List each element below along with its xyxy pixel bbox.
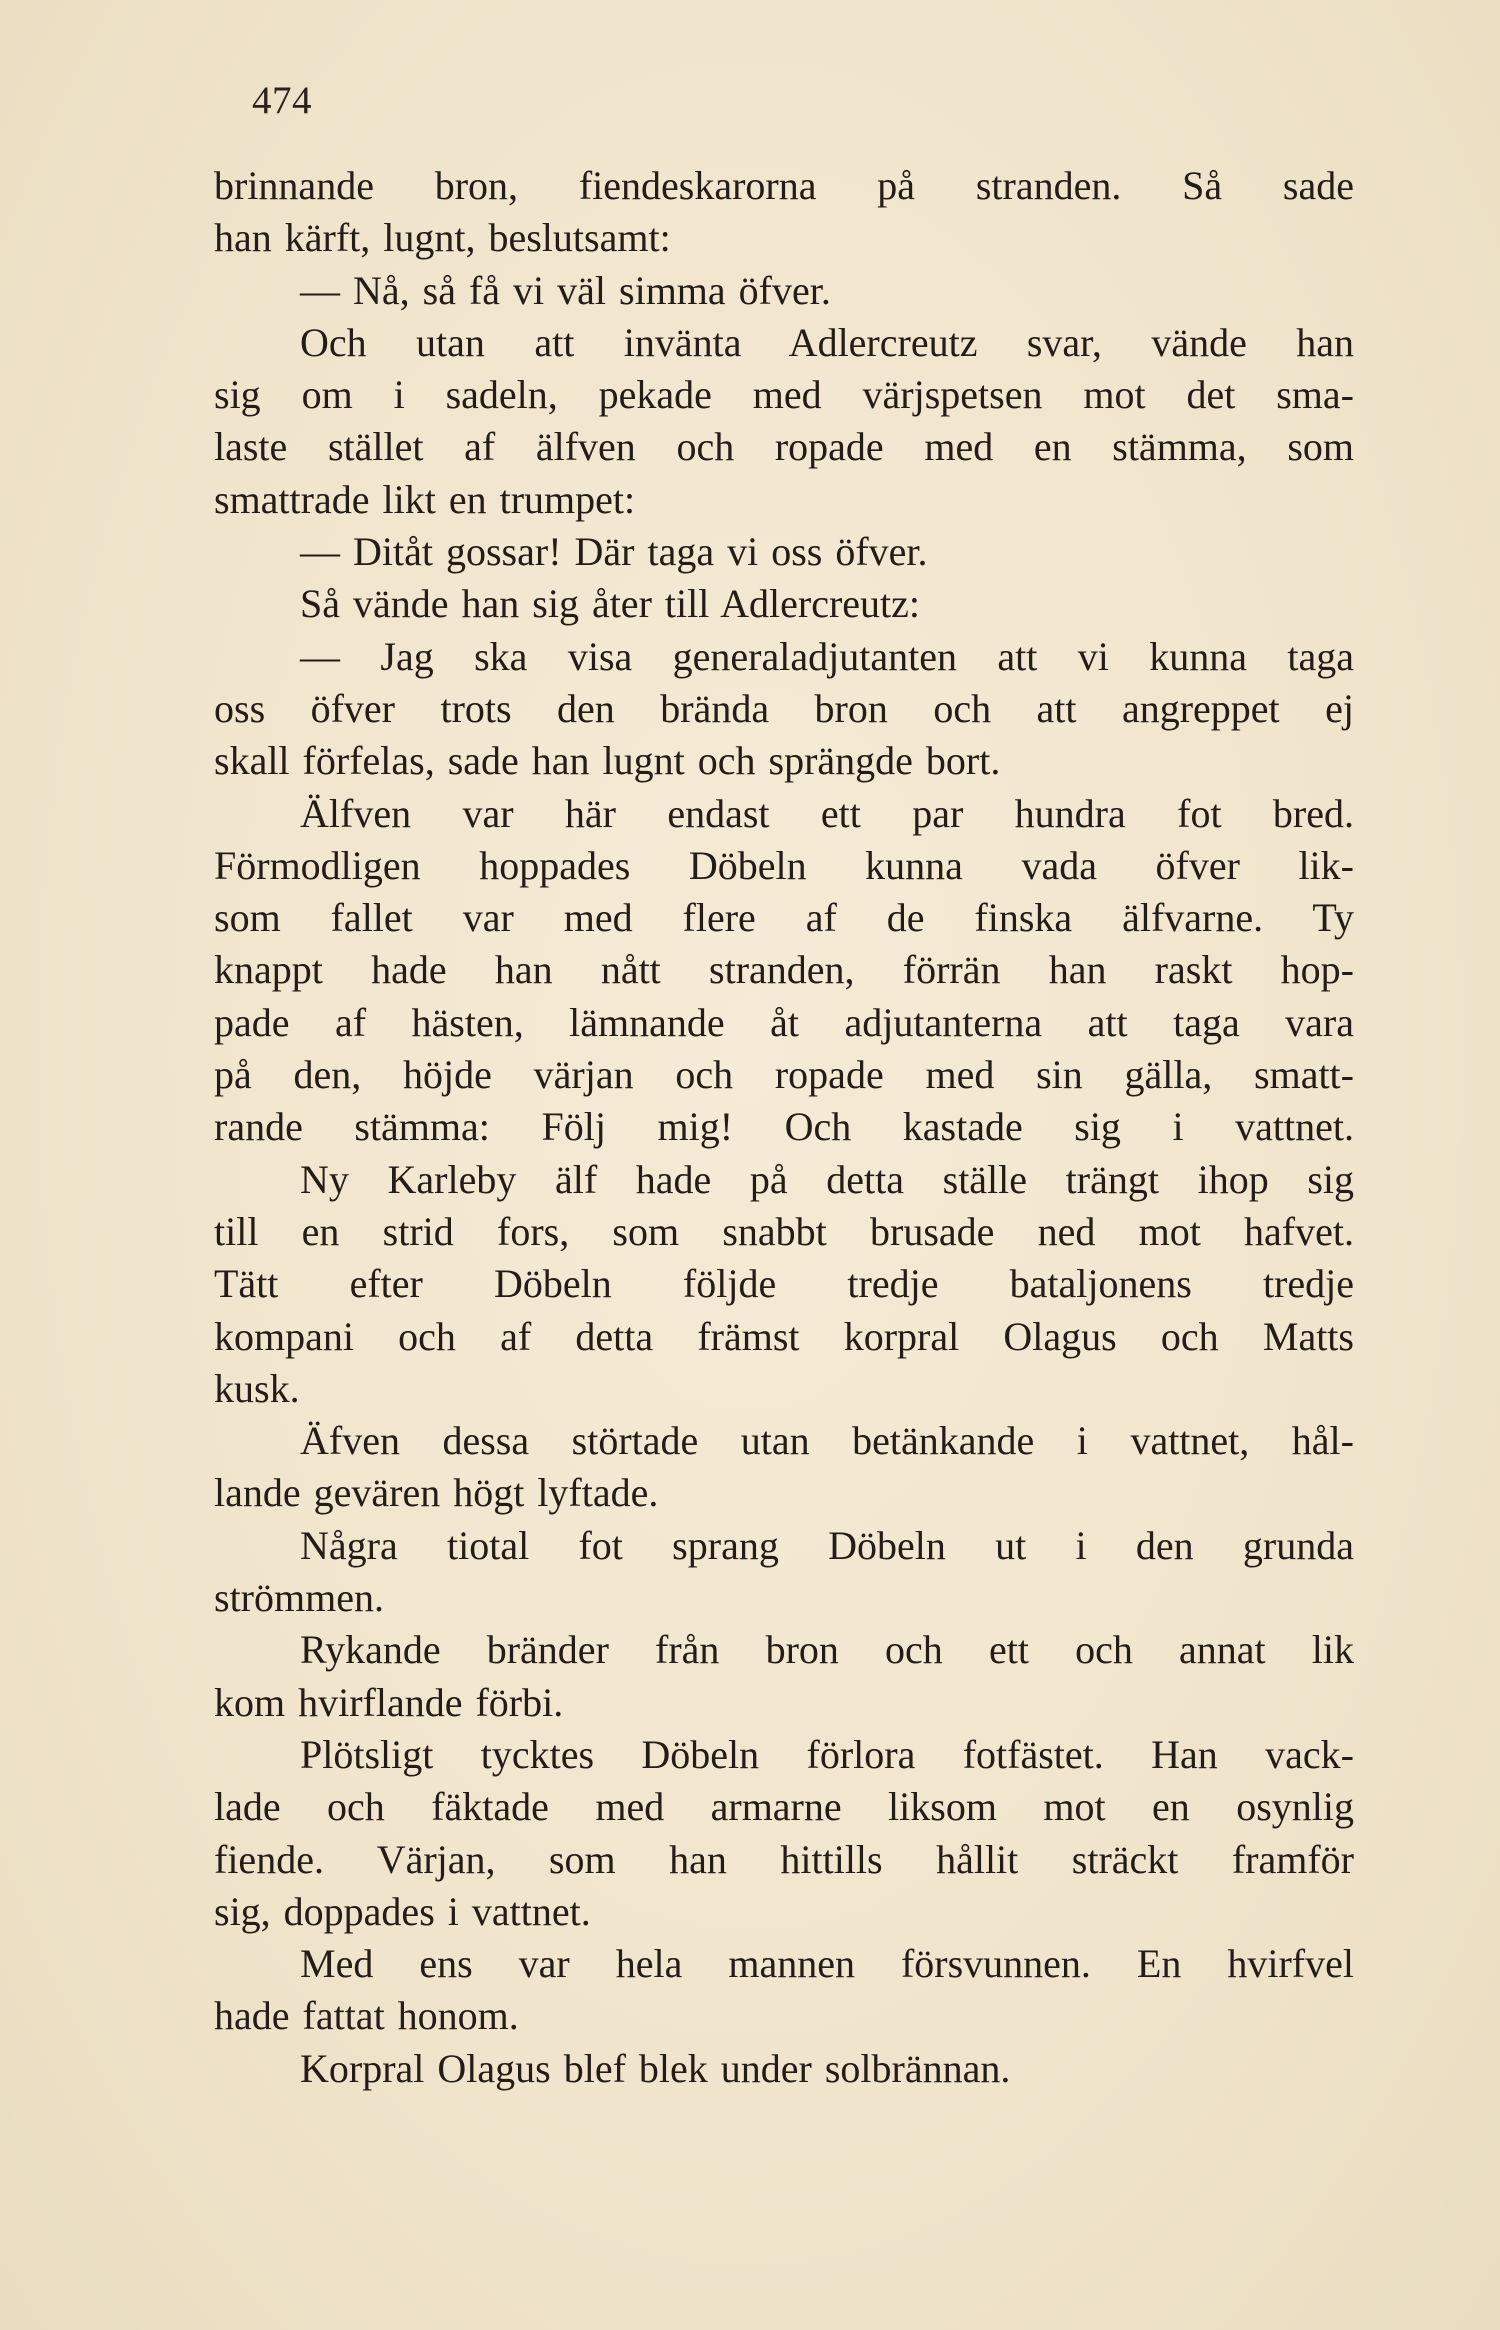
text-line: smattrade likt en trumpet: <box>214 476 636 522</box>
text-line: kom hvirflande förbi. <box>214 1679 564 1725</box>
text-line: Äfven dessa störtade utan betänkande i vattnet, hål- <box>300 1418 1354 1464</box>
text-line: Plötsligt tycktes Döbeln förlora fotfästet. Han vack- <box>300 1731 1354 1777</box>
text-line: lande gevären högt lyftade. <box>214 1470 659 1516</box>
text-line: sig om i sadeln, pekade med värjspetsen mot det sma- <box>214 372 1354 418</box>
page-number: 474 <box>252 79 312 122</box>
text-line: på den, höjde värjan och ropade med sin gälla, smatt- <box>214 1052 1354 1098</box>
text-line: som fallet var med flere af de finska älfvarne. Ty <box>214 895 1354 941</box>
text-line: han kärft, lugnt, beslutsamt: <box>214 215 671 261</box>
text-line: Korpral Olagus blef blek under solbrännan. <box>300 2045 1011 2091</box>
body-text <box>214 160 1354 2095</box>
text-line: pade af hästen, lämnande åt adjutanterna att taga vara <box>214 999 1354 1045</box>
text-line: oss öfver trots den brända bron och att angreppet ej <box>214 685 1354 731</box>
text-line: knappt hade han nått stranden, förrän han raskt hop- <box>214 947 1354 993</box>
text-line: kusk. <box>214 1365 300 1411</box>
text-line: Med ens var hela mannen försvunnen. En hvirfvel <box>300 1941 1354 1987</box>
text-line: brinnande bron, fiendeskarorna på stranden. Så sade <box>214 163 1354 208</box>
text-line: — Jag ska visa generaladjutanten att vi kunna taga <box>300 633 1354 679</box>
text-line: Några tiotal fot sprang Döbeln ut i den grunda <box>300 1522 1354 1568</box>
text-line: sig, doppades i vattnet. <box>214 1888 591 1934</box>
text-line: fiende. Värjan, som han hittills hållit sträckt framför <box>214 1836 1354 1882</box>
text-line: Rykande bränder från bron och ett och annat lik <box>300 1627 1354 1673</box>
text-line: — Ditåt gossar! Där taga vi oss öfver. <box>300 529 928 575</box>
text-line: hade fattat honom. <box>214 1993 519 2039</box>
text-line: Ny Karleby älf hade på detta ställe trängt ihop sig <box>300 1156 1354 1202</box>
text-line: Förmodligen hoppades Döbeln kunna vada öfver lik- <box>214 842 1354 888</box>
text-line: strömmen. <box>214 1575 384 1621</box>
text-line: kompani och af detta främst korpral Olagus och Matts <box>214 1313 1354 1359</box>
text-line: Så vände han sig åter till Adlercreutz: <box>300 581 921 627</box>
text-line: lade och fäktade med armarne liksom mot en osynlig <box>214 1784 1354 1830</box>
text-line: Älfven var här endast ett par hundra fot bred. <box>300 790 1354 836</box>
text-line: — Nå, så få vi väl simma öfver. <box>300 267 831 313</box>
text-line: rande stämma: Följ mig! Och kastade sig i vattnet. <box>214 1104 1354 1150</box>
text-line: Tätt efter Döbeln följde tredje bataljonens tredje <box>214 1261 1354 1307</box>
text-line: laste stället af älfven och ropade med en stämma, som <box>214 424 1354 470</box>
text-line: till en strid fors, som snabbt brusade ned mot hafvet. <box>214 1208 1354 1254</box>
text-line: skall förfelas, sade han lugnt och sprängde bort. <box>214 738 1001 784</box>
text-line: Och utan att invänta Adlercreutz svar, vände han <box>300 319 1354 365</box>
